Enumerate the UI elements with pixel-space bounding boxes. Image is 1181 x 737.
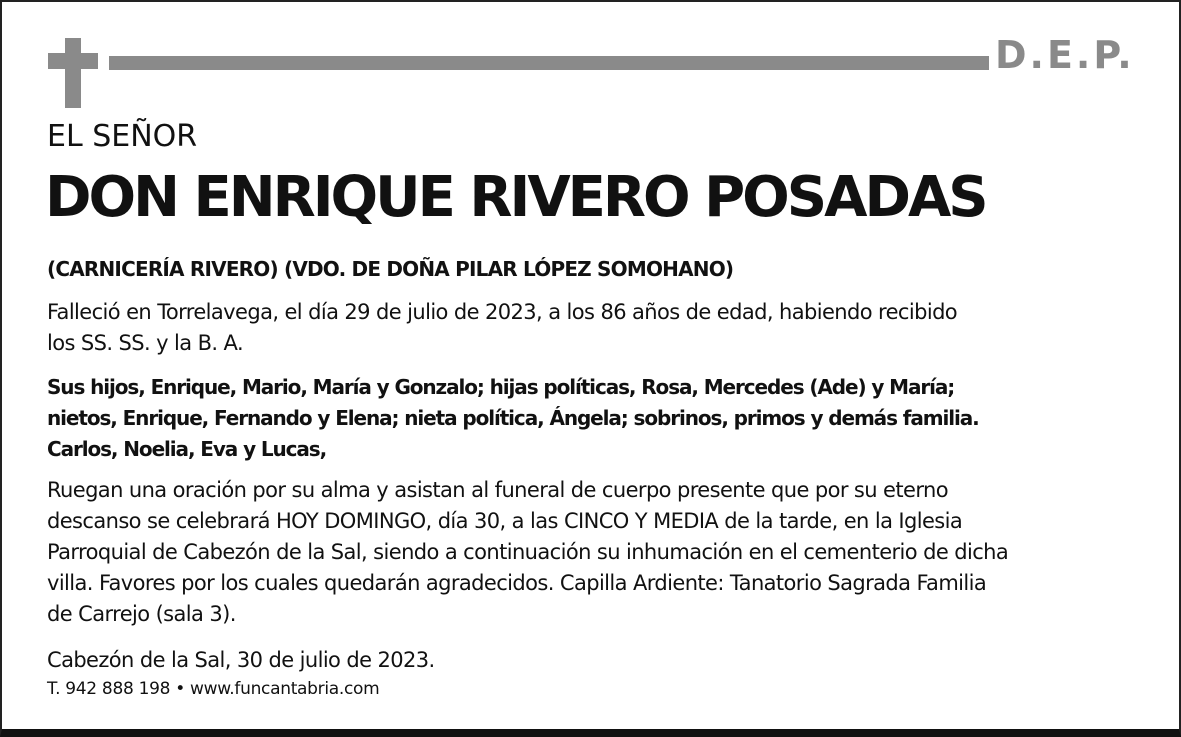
death-line: Falleció en Torrelavega, el día 29 de julio de 2023, a los 86 años de edad, habiendo recibido [47,300,958,324]
subtitle: (CARNICERÍA RIVERO) (VDO. DE DOÑA PILAR LÓPEZ SOMOHANO) [47,257,734,281]
deceased-name: DON ENRIQUE RIVERO POSADAS [45,165,986,230]
funeral-line: de Carrejo (sala 3). [47,602,236,626]
cross-icon-vertical [65,38,81,108]
funeral-line: Parroquial de Cabezón de la Sal, siendo a continuación su inhumación en el cementerio de dicha [47,540,1009,564]
funeral-paragraph [47,475,1008,630]
funeral-line: villa. Favores por los cuales quedarán agradecidos. Capilla Ardiente: Tanatorio Sagrada Familia [47,571,987,595]
family-line: Carlos, Noelia, Eva y Lucas, [47,437,327,461]
family-line: nietos, Enrique, Fernando y Elena; nieta política, Ángela; sobrinos, primos y demás familia. [47,406,979,430]
contact-line: T. 942 888 198 • www.funcantabria.com [47,679,380,699]
family-paragraph [47,372,979,465]
cross-icon-horizontal [48,53,98,69]
death-paragraph [47,297,957,359]
honorific: EL SEÑOR [47,119,198,154]
family-line: Sus hijos, Enrique, Mario, María y Gonzalo; hijas políticas, Rosa, Mercedes (Ade) y María; [47,375,955,399]
death-line: los SS. SS. y la B. A. [47,331,244,355]
dep-label: D.E.P. [995,33,1135,77]
funeral-line: Ruegan una oración por su alma y asistan al funeral de cuerpo presente que por su eterno [47,478,948,502]
place-date [47,645,435,676]
header-rule [109,56,989,70]
funeral-line: descanso se celebrará HOY DOMINGO, día 30, a las CINCO Y MEDIA de la tarde, en la Iglesia [47,509,963,533]
place-date-line: Cabezón de la Sal, 30 de julio de 2023. [47,648,435,672]
